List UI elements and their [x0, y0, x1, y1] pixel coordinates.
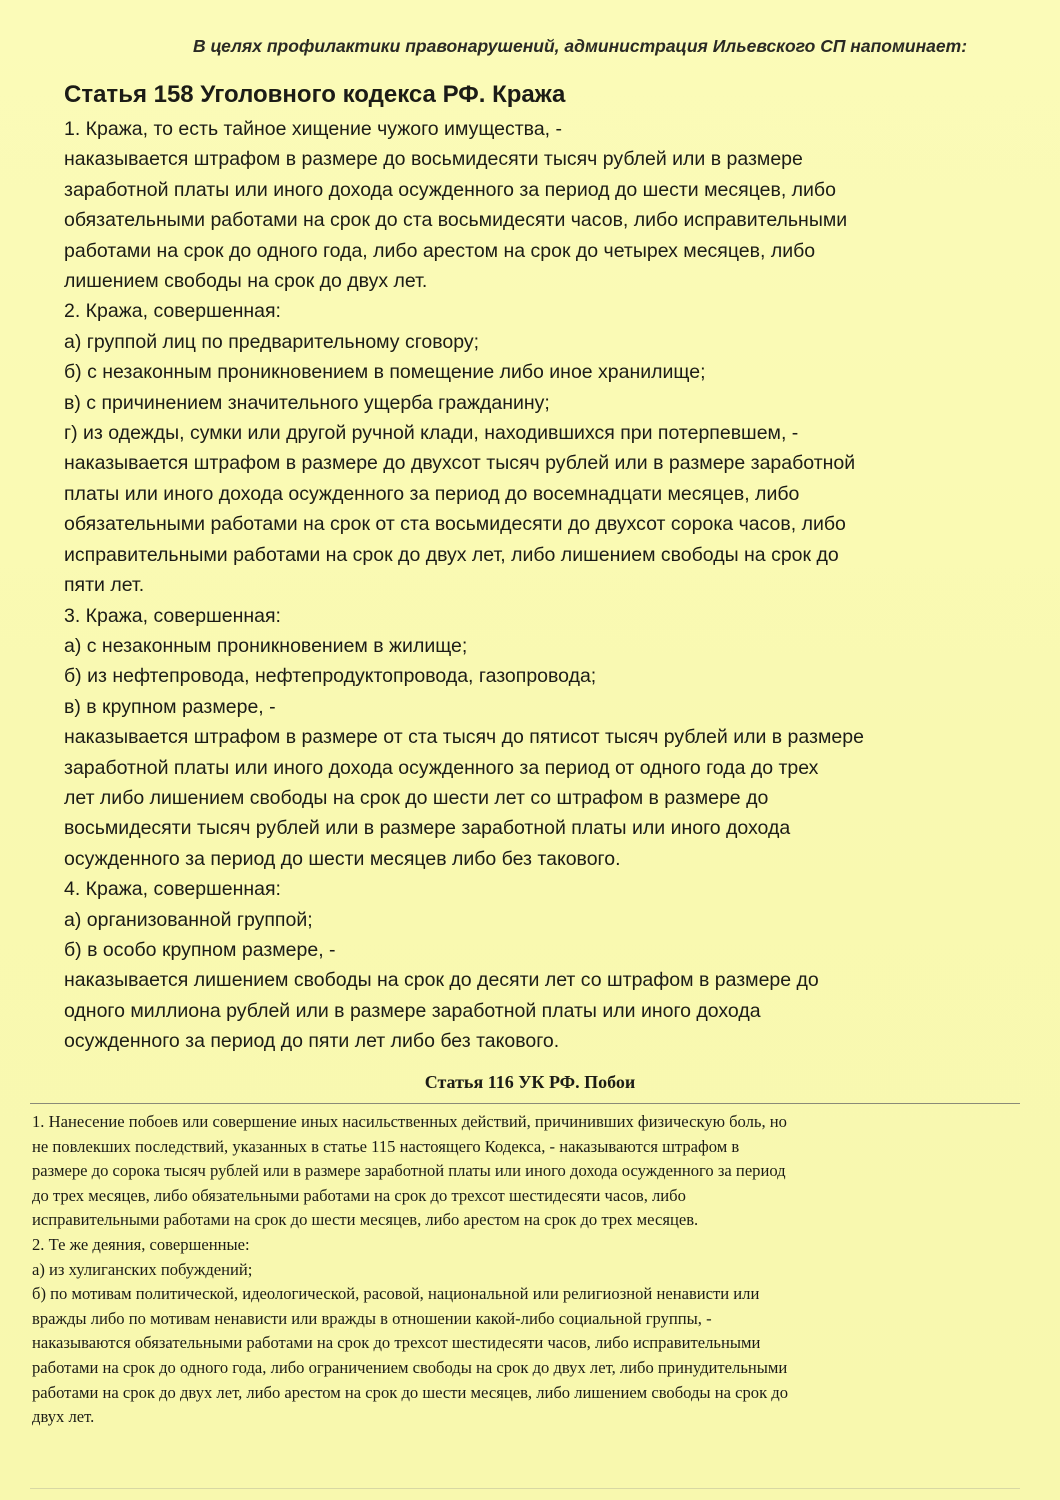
article-116-line: работами на срок до двух лет, либо арестом на срок до шести месяцев, либо лишением свободы на срок до [32, 1382, 789, 1402]
article-116-line: работами на срок до одного года, либо ограничением свободы на срок до двух лет, либо принудительными [32, 1357, 788, 1377]
article-116-line: до трех месяцев, либо обязательными работами на срок до трехсот шестидесяти часов, либо [32, 1185, 686, 1205]
article-116-line: 1. Нанесение побоев или совершение иных насильственных действий, причинивших физическую боль, но [32, 1112, 787, 1131]
article-116-line: двух лет. [32, 1407, 95, 1427]
article-158-line: в) в крупном размере, - [64, 695, 276, 718]
article-116-title: Статья 116 УК РФ. Побои [424, 1072, 636, 1092]
article-116-body [32, 1110, 1022, 1430]
article-116-line: вражды либо по мотивам ненависти или вражды в отношении какой-либо социальной группы, - [32, 1308, 712, 1328]
article-158-line: б) с незаконным проникновением в помещение либо иное хранилище; [64, 361, 706, 384]
article-158-line: обязательными работами на срок до ста восьмидесяти часов, либо исправительными [64, 209, 848, 232]
article-158-line: осужденного за период до пяти лет либо без такового. [64, 1030, 560, 1053]
article-158-line: 3. Кража, совершенная: [64, 604, 281, 627]
article-158-line: наказывается лишением свободы на срок до десяти лет со штрафом в размере до [64, 969, 819, 992]
bottom-divider [30, 1488, 1020, 1489]
article-158-line: а) с незаконным проникновением в жилище; [64, 634, 468, 657]
article-158-title: Статья 158 Уголовного кодекса РФ. Кража [64, 81, 566, 108]
notice-header: В целях профилактики правонарушений, администрация Ильевского СП напоминает: [192, 36, 968, 56]
article-158-line: 2. Кража, совершенная: [64, 300, 281, 323]
article-158-line: а) организованной группой; [64, 908, 313, 931]
article-116-line: б) по мотивам политической, идеологической, расовой, национальной или религиозной ненависти или [32, 1284, 760, 1304]
article-158-line: одного миллиона рублей или в размере заработной платы или иного дохода [64, 999, 761, 1022]
article-158-line: восьмидесяти тысяч рублей или в размере заработной платы или иного дохода [64, 817, 791, 840]
article-158-line: в) с причинением значительного ущерба гражданину; [64, 391, 550, 414]
article-158-line: наказывается штрафом в размере до восьмидесяти тысяч рублей или в размере [64, 148, 803, 171]
article-158-line: обязательными работами на срок от ста восьмидесяти до двухсот сорока часов, либо [64, 513, 846, 536]
article-158-line: наказывается штрафом в размере от ста тысяч до пятисот тысяч рублей или в размере [64, 726, 864, 749]
article-158-line: г) из одежды, сумки или другой ручной клади, находившихся при потерпевшем, - [64, 422, 799, 445]
article-158-line: заработной платы или иного дохода осужденного за период до шести месяцев, либо [64, 178, 836, 201]
article-116-line: размере до сорока тысяч рублей или в размере заработной платы или иного дохода осужденного за период [32, 1161, 786, 1181]
article-158-body [64, 114, 1024, 1057]
article-158-line: б) в особо крупном размере, - [64, 938, 336, 961]
article-158-line: лет либо лишением свободы на срок до шести лет со штрафом в размере до [64, 786, 769, 809]
article-116-line: а) из хулиганских побуждений; [32, 1259, 253, 1279]
article-158-line: работами на срок до одного года, либо арестом на срок до четырех месяцев, либо [64, 239, 816, 262]
article-158-line: осужденного за период до шести месяцев либо без такового. [64, 847, 621, 870]
article-116-line: 2. Те же деяния, совершенные: [32, 1234, 250, 1254]
article-158-line: б) из нефтепровода, нефтепродуктопровода, газопровода; [64, 665, 597, 688]
article-116-line: не повлекших последствий, указанных в статье 115 настоящего Кодекса, - наказываются штрафом в [32, 1136, 740, 1156]
article-158-line: лишением свободы на срок до двух лет. [64, 270, 428, 293]
article-116-line: наказываются обязательными работами на срок до трехсот шестидесяти часов, либо исправительными [32, 1333, 761, 1353]
article-158-section [64, 78, 1024, 1057]
article-116-line: исправительными работами на срок до шести месяцев, либо арестом на срок до трех месяцев. [32, 1210, 699, 1230]
article-158-line: 1. Кража, то есть тайное хищение чужого имущества, - [64, 118, 562, 140]
article-158-line: платы или иного дохода осужденного за период до восемнадцати месяцев, либо [64, 482, 800, 505]
article-158-line: а) группой лиц по предварительному сговору; [64, 330, 480, 353]
section-divider [30, 1103, 1020, 1104]
article-158-line: пяти лет. [64, 574, 145, 597]
article-158-line: заработной платы или иного дохода осужденного за период от одного года до трех [64, 756, 819, 779]
article-158-line: наказывается штрафом в размере до двухсот тысяч рублей или в размере заработной [64, 452, 856, 475]
article-158-line: исправительными работами на срок до двух лет, либо лишением свободы на срок до [64, 543, 839, 566]
article-158-line: 4. Кража, совершенная: [64, 878, 281, 901]
